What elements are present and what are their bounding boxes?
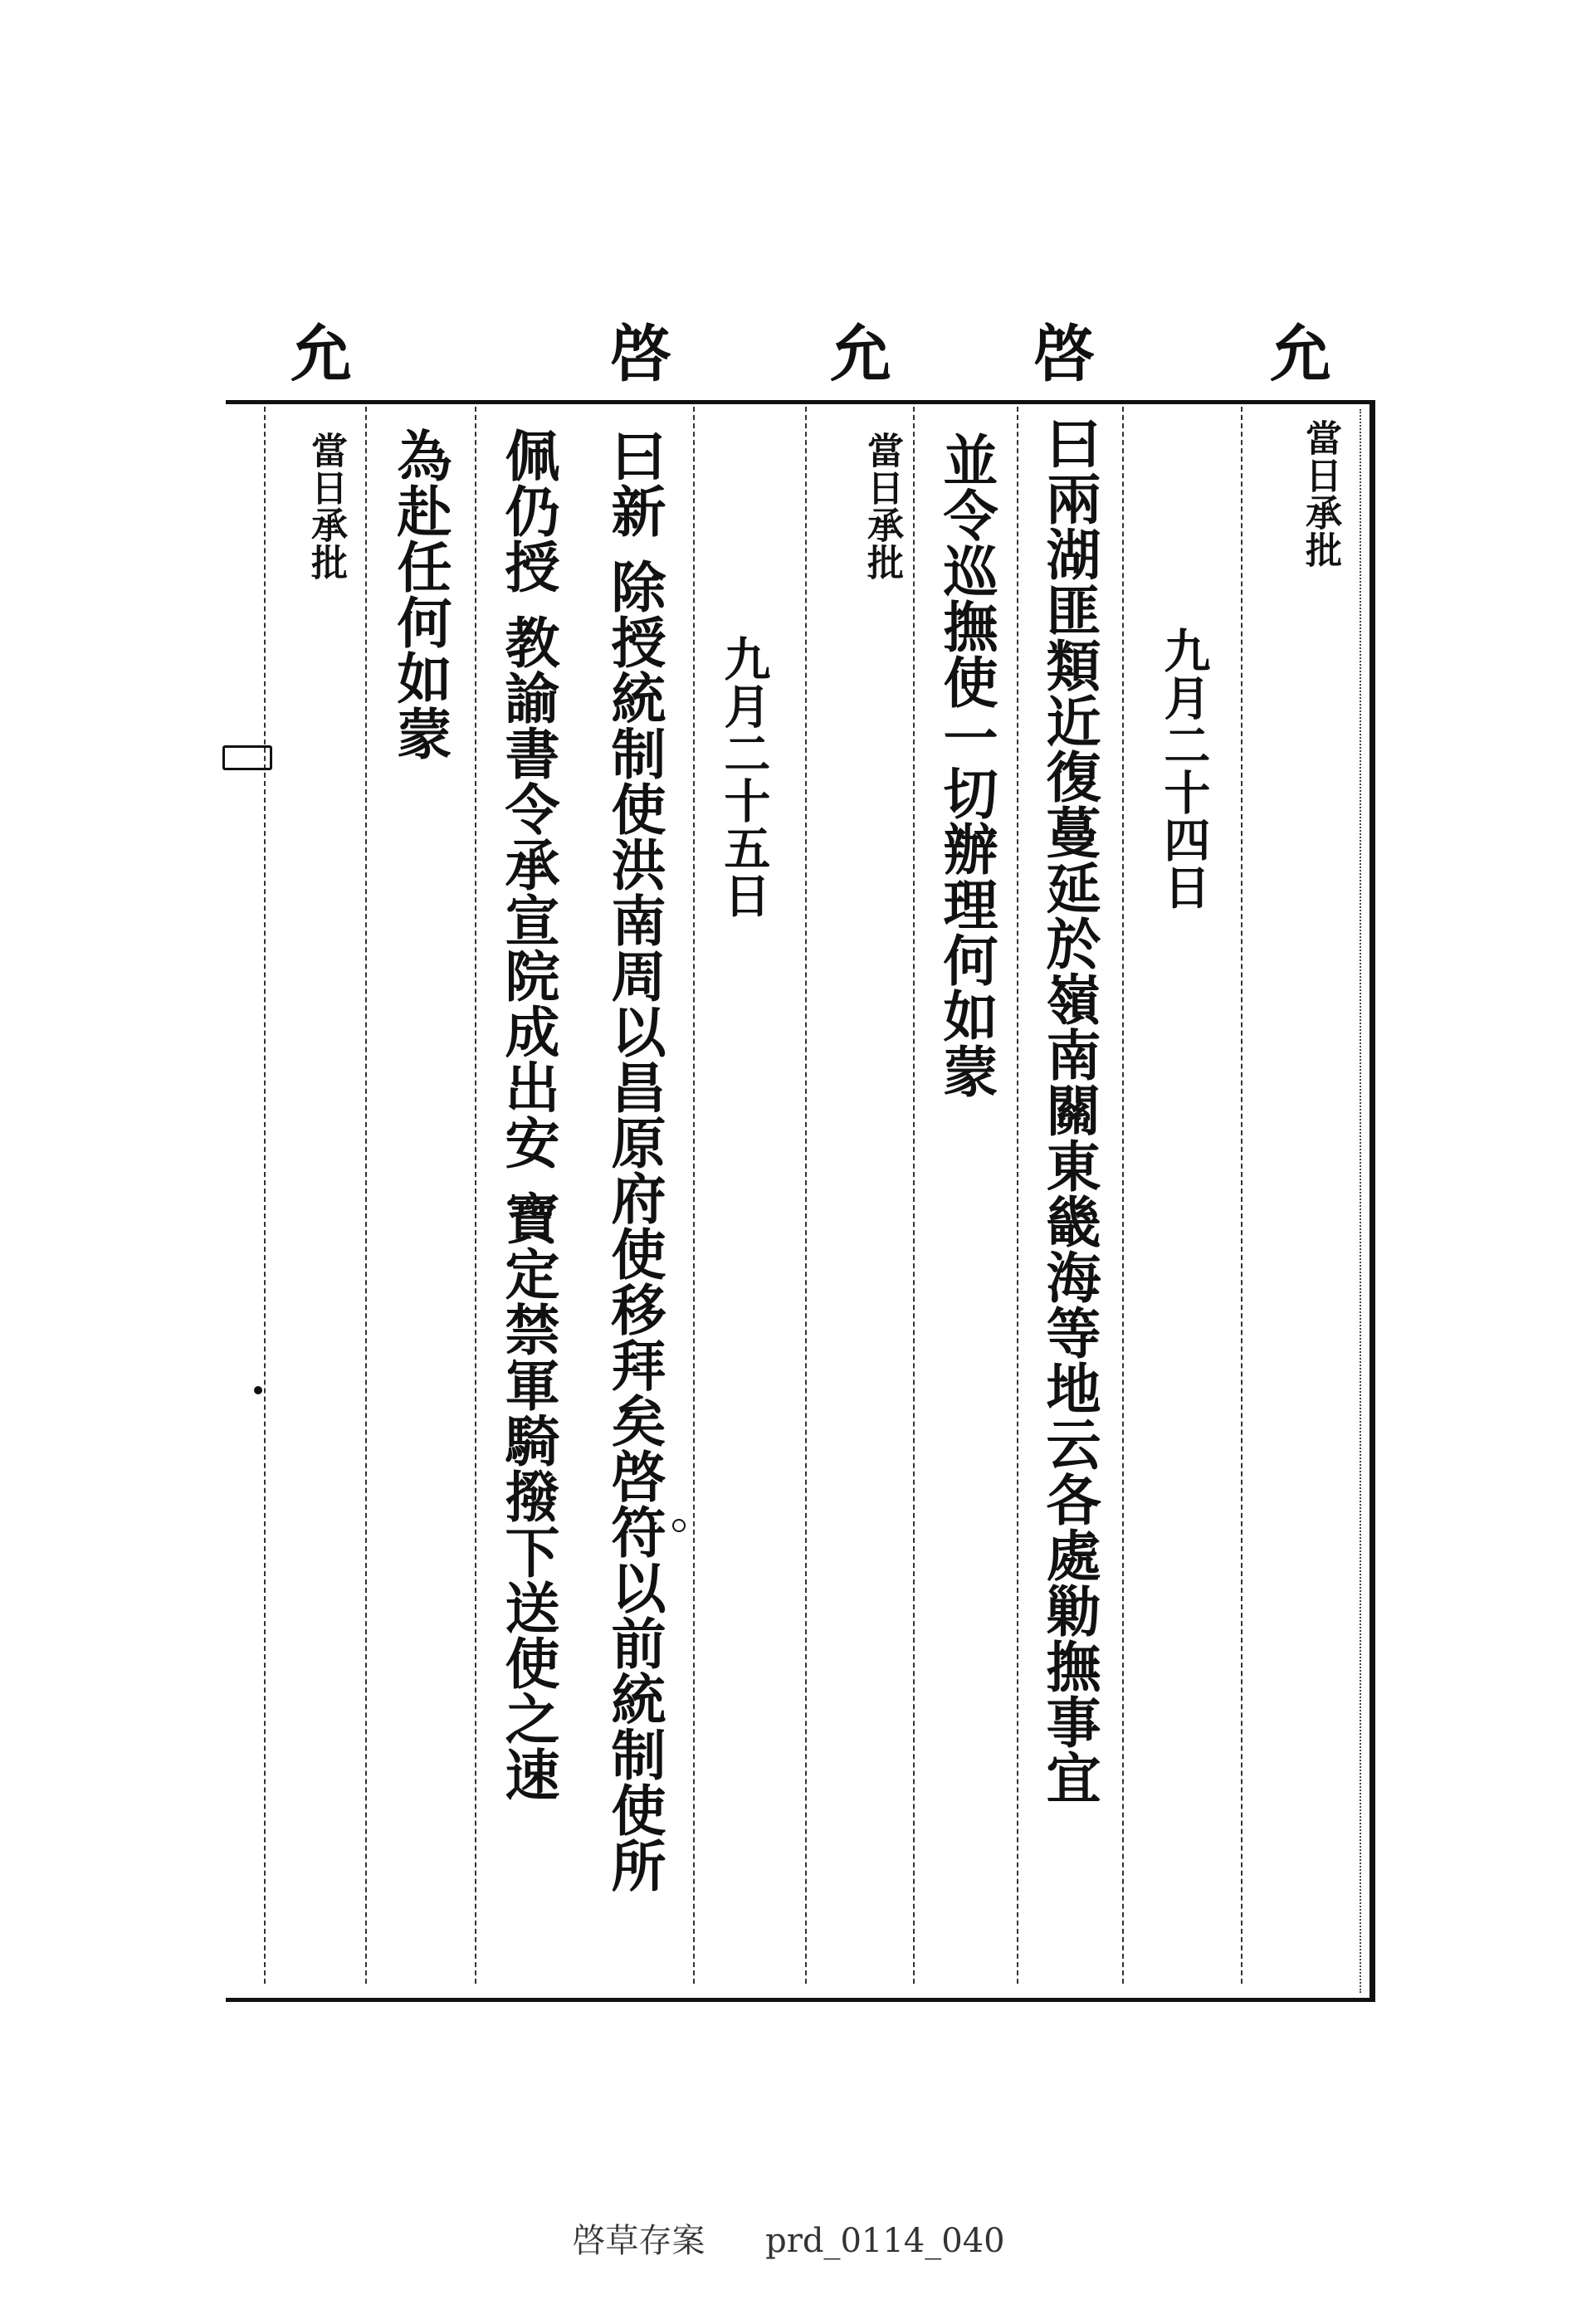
column-3: 曰兩湖匪類近復蔓延於嶺南關東畿海等地云各處勦撫事宜 [1036, 415, 1101, 1805]
column-6: 九月二十五日 [716, 635, 772, 919]
header-mark-2: 啓 [1033, 319, 1095, 390]
binding-clip-mark [222, 745, 272, 770]
column-rule [365, 407, 367, 1984]
column-rule [264, 407, 266, 1984]
punctuation-circle [672, 1519, 686, 1532]
header-mark-1: 允 [1270, 319, 1331, 390]
column-rule [1122, 407, 1124, 1984]
page-identifier: prd_0114_040 [765, 2222, 1005, 2260]
column-rule [913, 407, 915, 1984]
column-10: 當日承批 [305, 432, 347, 581]
column-8: 佩仍授 教諭書令承宣院成出安 寶定禁軍騎撥下送使之速 [495, 427, 560, 1802]
column-rule [1241, 407, 1243, 1984]
header-mark-3: 允 [830, 319, 891, 390]
collection-title: 啓草存案 [572, 2222, 706, 2260]
binding-hole [254, 1386, 262, 1394]
column-2: 九月二十四日 [1156, 627, 1212, 911]
header-mark-4: 啓 [610, 319, 671, 390]
column-rule [475, 407, 476, 1984]
column-rule [693, 407, 695, 1984]
page-footer [0, 2214, 1577, 2262]
column-9: 為赴任何如蒙 [387, 427, 452, 761]
column-1: 當日承批 [1299, 419, 1341, 569]
column-rule [805, 407, 807, 1984]
column-rule [1017, 407, 1018, 1984]
column-5: 當日承批 [861, 432, 903, 581]
column-4: 並令巡撫使一切辦理何如蒙 [933, 432, 998, 1099]
header-mark-5: 允 [290, 319, 352, 390]
column-7: 曰新 除授統制使洪南周以昌原府使移拜矣啓符以前統制使所 [601, 427, 666, 1893]
